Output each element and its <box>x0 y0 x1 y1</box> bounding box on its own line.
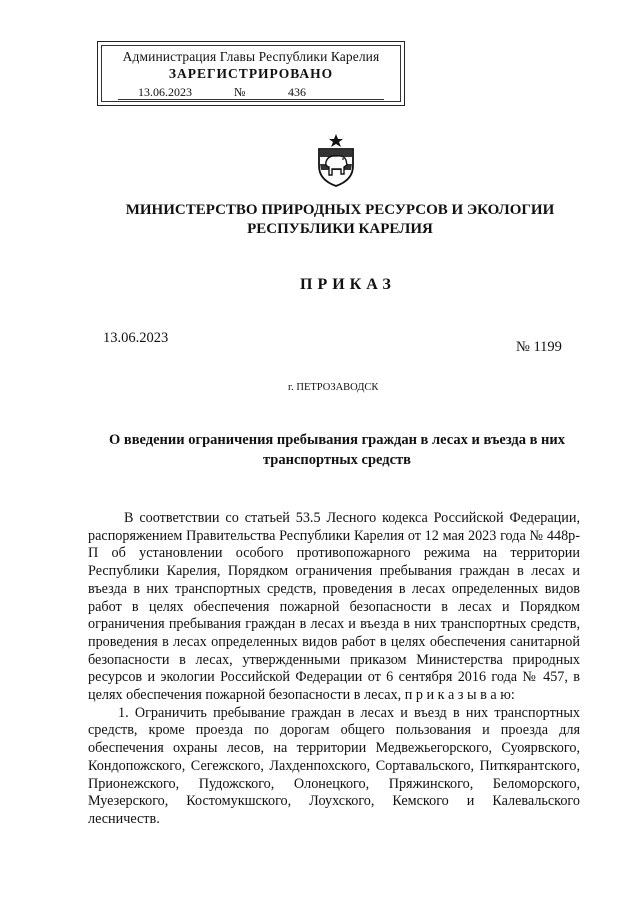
document-title-line2: транспортных средств <box>262 452 412 468</box>
stamp-date: 13.06.2023 <box>138 85 192 99</box>
stamp-number: 436 <box>288 85 306 99</box>
stamp-number-sign: № <box>234 85 246 99</box>
document-number: № 1199 <box>516 339 562 355</box>
document-title-line1: О введении ограничения пребывания граждан в лесах и въезда в них <box>108 432 566 448</box>
body-paragraph-preamble: В соответствии со статьей 53.5 Лесного кодекса Российской Федерации, распоряжением Правительства Республики Карелия от 12 мая 2023 года № 448р-П об установлении особого противопожарного режима на территории Республики Карелия, Порядком ограничения пребывания граждан в лесах и въезда в них транспортных средств, проведения в лесах определенных видов работ в целях обеспечения пожарной безопасности в лесах и Порядком ограничения пребывания граждан в лесах и въезда в них транспортных средств, проведения в лесах определенных видов работ в целях обеспечения санитарной безопасности в лесах, утвержденными приказом Министерства природных ресурсов и экологии Российской Федерации от 6 сентября 2016 года № 457, в целях обеспечения пожарной безопасности в лесах, п р и к а з ы в а ю: <box>88 510 580 704</box>
document-type: ПРИКАЗ <box>300 276 396 293</box>
body-item-1: 1. Ограничить пребывание граждан в лесах и въезд в них транспортных средств, кроме проезда по дорогам общего пользования и проезда для обеспечения охраны лесов, на территории Медвежьегорского, Суоярвского, Кондопожского, Сегежского, Лахденпохского, Сортавальского, Питкярантского, Прионежского, Пудожского, Олонецкого, Пряжинского, Беломорского, Муезерского, Костомукшского, Лоухского, Кемского и Калевальского лесничеств. <box>88 704 580 827</box>
stamp-registration-line <box>118 85 384 100</box>
ministry-name <box>100 201 580 239</box>
document-title <box>92 430 582 470</box>
registration-stamp <box>97 41 405 106</box>
document-city: г. ПЕТРОЗАВОДСК <box>288 382 379 393</box>
ministry-name-line2: РЕСПУБЛИКИ КАРЕЛИЯ <box>247 221 433 237</box>
stamp-registered-label: ЗАРЕГИСТРИРОВАНО <box>168 66 334 81</box>
karelia-coat-of-arms-icon <box>314 133 358 187</box>
document-date: 13.06.2023 <box>103 330 169 346</box>
stamp-organization: Администрация Главы Республики Карелия <box>122 49 380 64</box>
ministry-name-line1: МИНИСТЕРСТВО ПРИРОДНЫХ РЕСУРСОВ И ЭКОЛОГИИ <box>125 202 555 218</box>
document-body <box>88 510 580 829</box>
